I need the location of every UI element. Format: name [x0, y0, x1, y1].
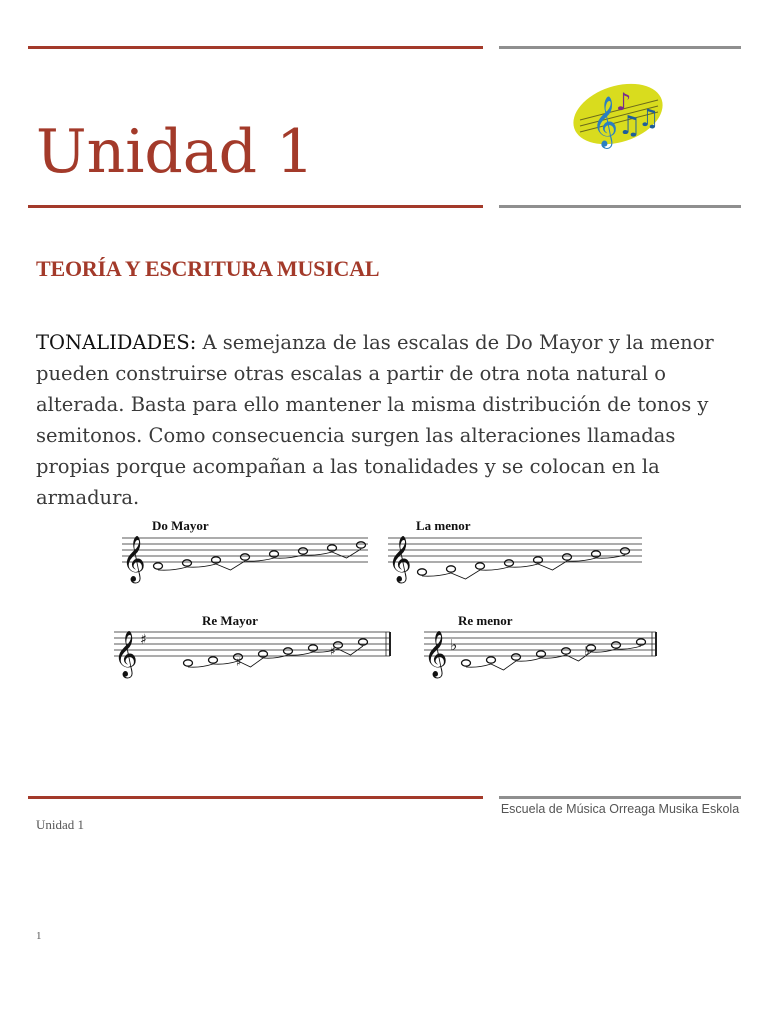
whole-note [418, 569, 427, 575]
scale-label-la-menor: La menor [416, 518, 471, 533]
footer-school: Escuela de Música Orreaga Musika Eskola [500, 802, 740, 816]
whole-note [476, 563, 485, 569]
whole-note [562, 648, 571, 654]
footer-rule-left [28, 796, 483, 799]
whole-note [357, 542, 366, 548]
whole-note [241, 554, 250, 560]
accidental-flat: ♭ [584, 644, 590, 658]
treble-clef-icon: 𝄞 [114, 631, 138, 677]
whole-note [183, 560, 192, 566]
semitone-mark [451, 570, 480, 579]
body-paragraph [36, 327, 726, 513]
scale-label-re-mayor: Re Mayor [202, 613, 258, 628]
title-rule-right [499, 205, 741, 208]
section-title: TEORÍA Y ESCRITURA MUSICAL [36, 256, 380, 281]
music-notes-icon [566, 76, 666, 150]
whole-note [487, 657, 496, 663]
key-signature-sharp: ♯ [140, 632, 147, 648]
whole-note [505, 560, 514, 566]
accidental-sharp: ♯ [330, 644, 336, 658]
top-rule-left [28, 46, 483, 49]
svg-text:♪: ♪ [616, 88, 632, 116]
whole-note [563, 554, 572, 560]
whole-note [154, 563, 163, 569]
scales-figure [106, 504, 666, 694]
svg-text:𝄞: 𝄞 [592, 96, 619, 147]
whole-note [184, 660, 193, 666]
paragraph-text: A semejanza de las escalas de Do Mayor y la menor pueden construirse otras escalas a partir de otra nota natural o alterada. Basta para ello mantener la misma distribución de tonos y semitonos. Como consecuencia surgen las alteraciones llamadas propias porque acompañan a las tonalidades y se colocan en la armadura. [36, 331, 714, 509]
whole-note [512, 654, 521, 660]
top-rule-right [499, 46, 741, 49]
page-number: 1 [36, 930, 42, 942]
page-title: Unidad 1 [36, 117, 315, 187]
svg-text:♫: ♫ [638, 104, 660, 132]
treble-clef-icon: 𝄞 [388, 536, 412, 582]
scale-label-do-mayor: Do Mayor [152, 518, 209, 533]
svg-text:♫: ♫ [618, 111, 642, 141]
whole-note [621, 548, 630, 554]
title-rule-left [28, 205, 483, 208]
whole-note [299, 548, 308, 554]
whole-note [284, 648, 293, 654]
scale-label-re-menor: Re menor [458, 613, 513, 628]
whole-note [209, 657, 218, 663]
treble-clef-icon: 𝄞 [122, 536, 146, 582]
treble-clef-icon: 𝄞 [424, 631, 448, 677]
whole-note [612, 642, 621, 648]
paragraph-lead: TONALIDADES: [36, 331, 197, 354]
accidental-sharp: ♯ [236, 655, 242, 669]
footer-unit: Unidad 1 [36, 817, 85, 832]
key-signature-flat: ♭ [450, 636, 458, 654]
whole-note [447, 566, 456, 572]
whole-note [462, 660, 471, 666]
footer-rule-right [499, 796, 741, 799]
